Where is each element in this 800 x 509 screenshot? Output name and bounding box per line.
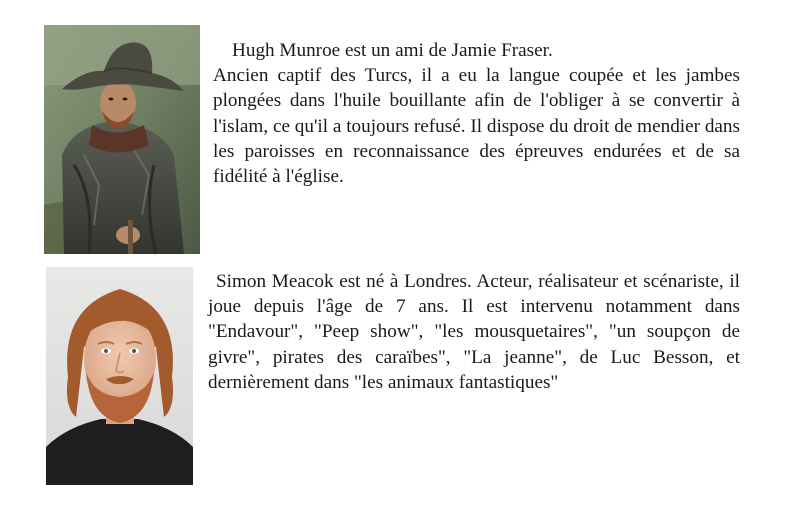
simon-meacok-description bbox=[208, 269, 740, 395]
simon-meacok-body: Simon Meacok est né à Londres. Acteur, réalisateur et scénariste, il joue depuis l'âge de 7 ans. Il est intervenu notamment dans "Endavour", "Peep show", "les mousquetaires", "un soupçon de givre", pirates des caraïbes", "La jeanne", de Luc Besson, et dernièrement dans "les animaux fantastiques" bbox=[208, 271, 740, 393]
hugh-munroe-description bbox=[213, 38, 740, 189]
hugh-munroe-body: Ancien captif des Turcs, il a eu la langue coupée et les jambes plongées dans l'huile bouillante afin de l'obliger à se convertir à l'islam, ce qu'il a toujours refusé. Il dispose du droit de mendier dans les paroisses en reconnaissance des épreuves endurées et de sa fidélité à l'église. bbox=[213, 65, 740, 188]
hugh-munroe-intro: Hugh Munroe est un ami de Jamie Fraser. bbox=[232, 40, 553, 61]
hugh-munroe-photo bbox=[44, 25, 200, 254]
simon-meacok-photo bbox=[46, 267, 193, 485]
